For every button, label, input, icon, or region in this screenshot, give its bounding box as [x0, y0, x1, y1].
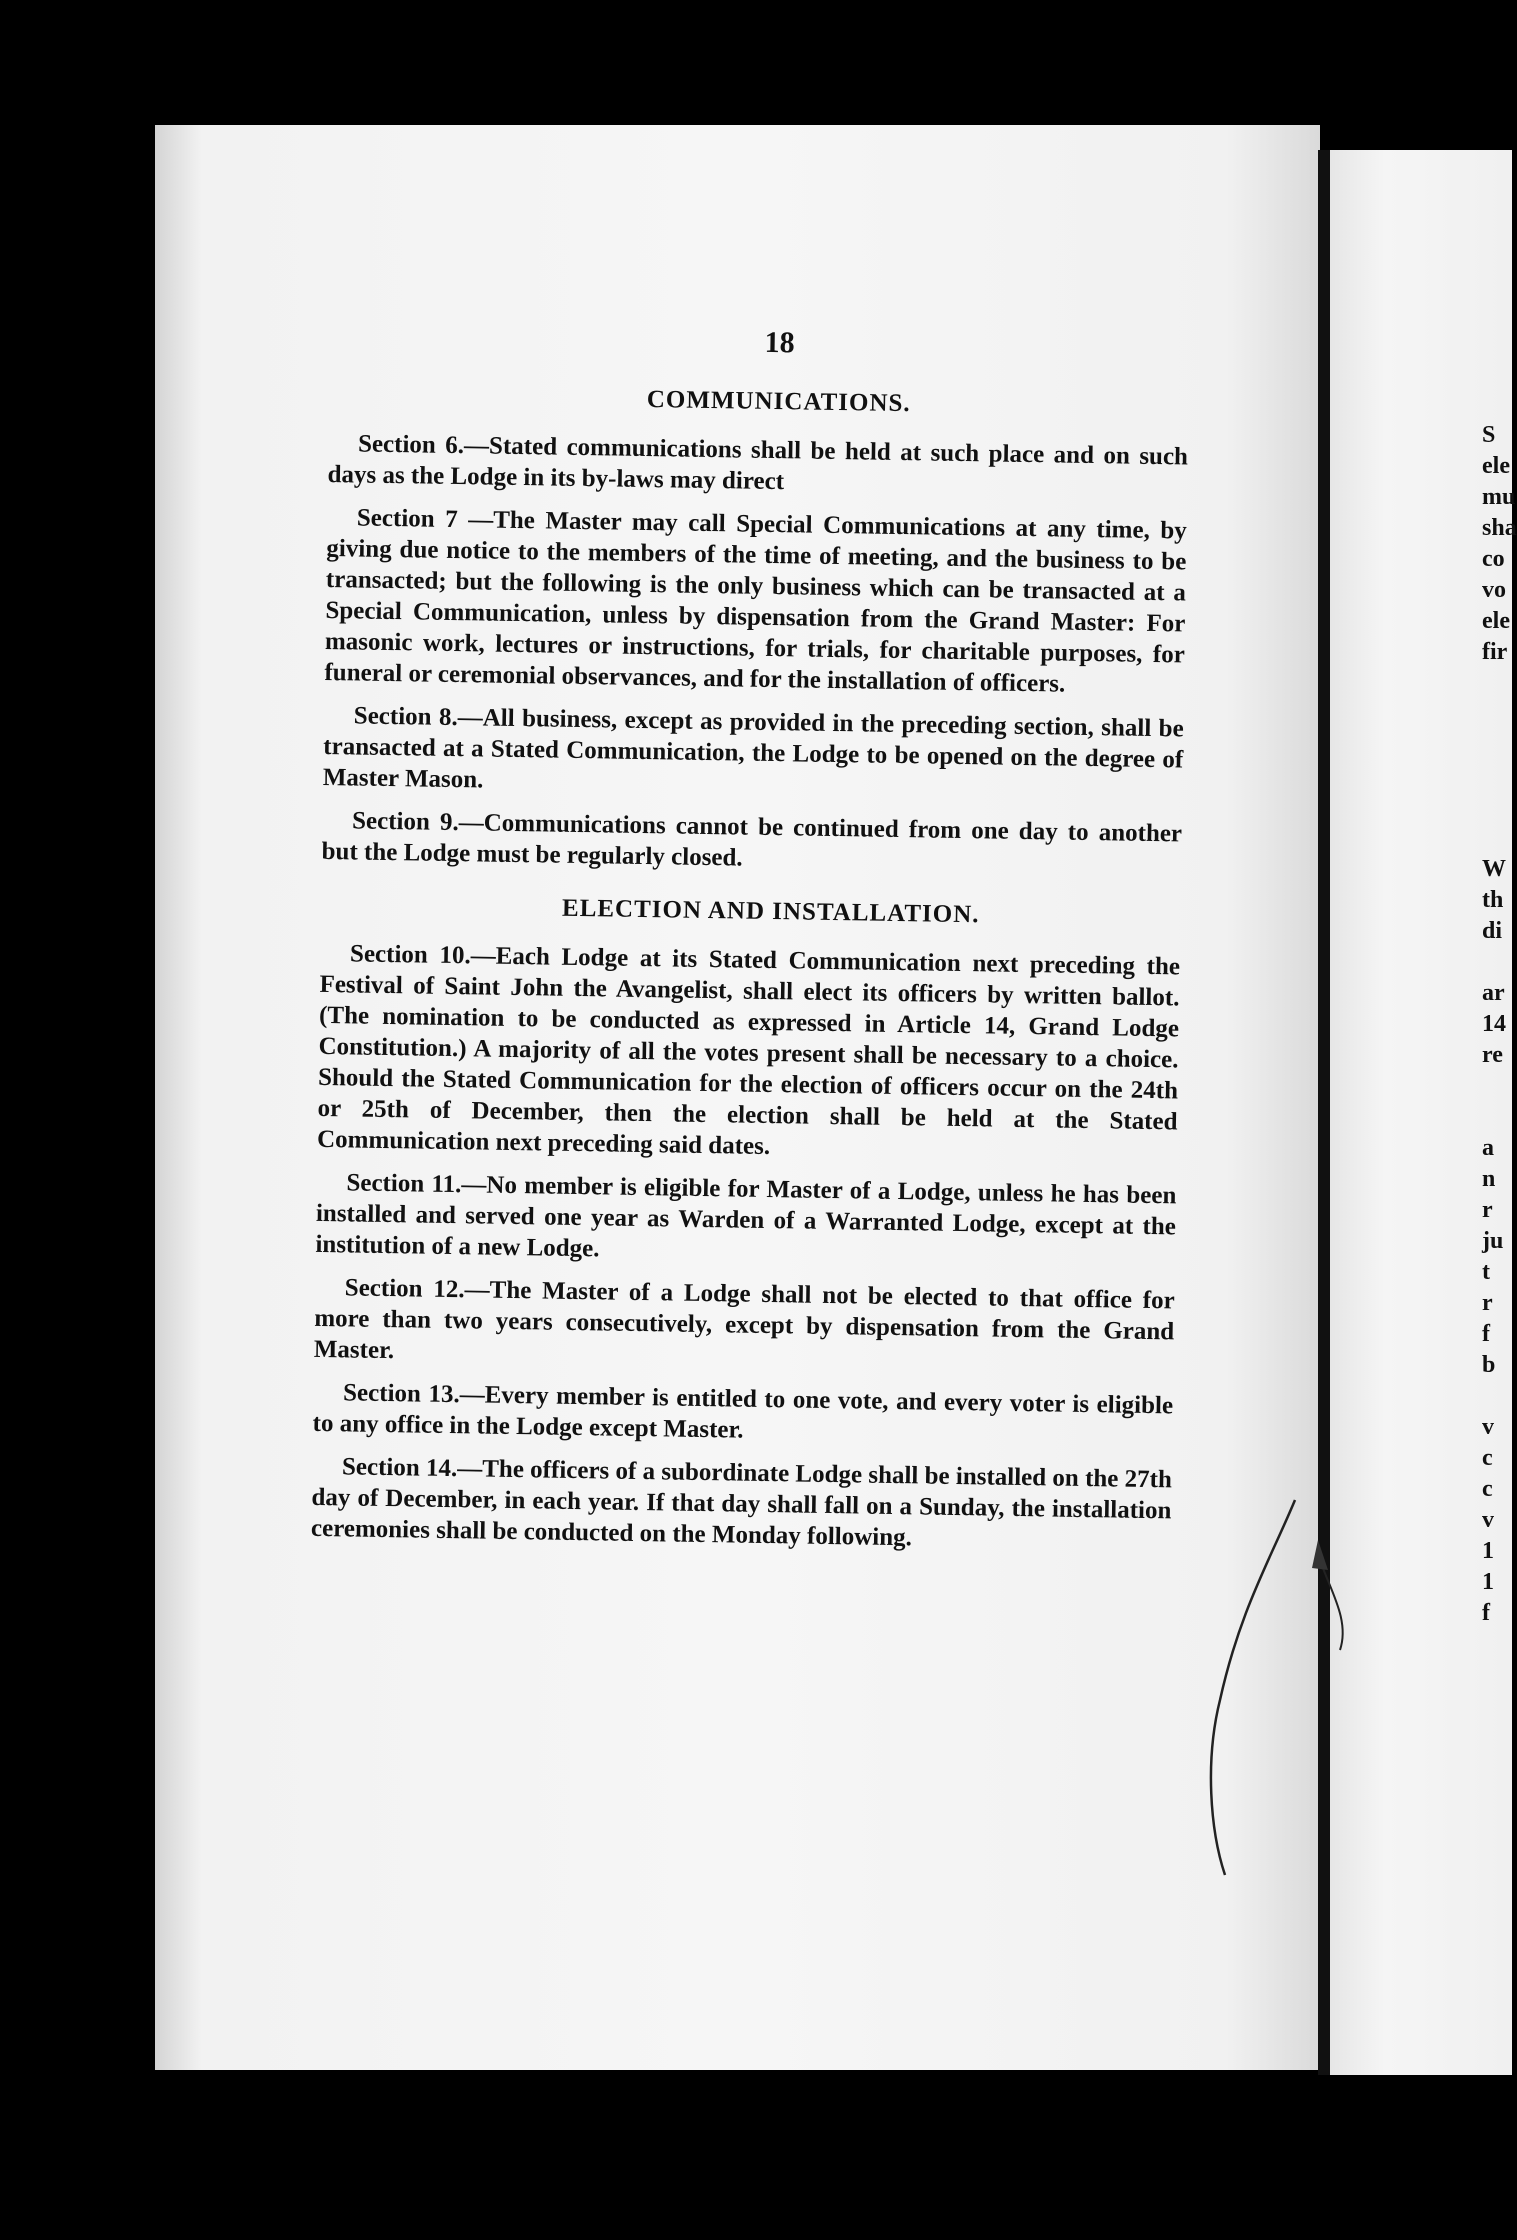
section-label: Section 11. — [346, 1169, 462, 1199]
right-page-fragment: c — [1482, 1445, 1493, 1471]
right-page-fragment: di — [1482, 918, 1503, 944]
right-page-text-fragments — [1482, 420, 1517, 1629]
section-text: —Stated communications shall be held at such place and on such days as the Lodge in its by-laws may direct — [327, 432, 1189, 496]
section-label: Section 6. — [357, 430, 465, 460]
right-page-fragment: 14 — [1482, 1011, 1506, 1037]
page-gutter — [1318, 150, 1330, 2075]
section-label: Section 7 — [356, 504, 458, 534]
right-page-fragment: v — [1482, 1507, 1494, 1533]
section-label: Section 14. — [341, 1453, 458, 1483]
right-page-fragment: t — [1482, 1259, 1490, 1285]
right-page-fragment — [1482, 761, 1512, 792]
section-6 — [327, 428, 1188, 504]
right-page-fragment — [1482, 730, 1512, 761]
section-label: Section 8. — [353, 702, 458, 732]
section-label: Section 10. — [349, 940, 471, 970]
section-8 — [323, 700, 1184, 806]
right-page-fragment: r — [1482, 1197, 1493, 1223]
right-page-fragment: ele — [1482, 608, 1510, 634]
section-14 — [311, 1451, 1172, 1557]
section-text: —The Master of a Lodge shall not be elected to that office for more than two years consecutively, except by dispensation from the Grand Master. — [313, 1276, 1175, 1365]
right-page-fragment — [1482, 823, 1512, 854]
section-label: Section 13. — [342, 1379, 460, 1409]
right-page-fragment: fir — [1482, 639, 1508, 665]
right-page-fragment: 1 — [1482, 1569, 1494, 1595]
section-text: —All business, except as provided in the preceding section, shall be transacted at a Stated Communication, the Lodge to be opened on the degree of Master Mason. — [322, 704, 1184, 794]
right-page-fragment — [1482, 947, 1512, 978]
right-page-fragment: v — [1482, 1414, 1494, 1440]
right-page-fragment — [1482, 1381, 1512, 1412]
right-page-fragment: mu — [1482, 484, 1516, 510]
right-page-fragment: ele — [1482, 453, 1510, 479]
right-page-fragment: f — [1482, 1600, 1490, 1626]
section-7 — [324, 502, 1187, 701]
section-13 — [312, 1377, 1173, 1453]
right-page-fragment — [1482, 699, 1512, 730]
right-page-fragment: sha — [1482, 515, 1517, 541]
page-number: 18 — [764, 325, 795, 360]
right-page-fragment: f — [1482, 1321, 1490, 1347]
right-page-fragment: b — [1482, 1352, 1496, 1378]
right-page-fragment: ju — [1482, 1228, 1504, 1254]
right-page-fragment: S — [1482, 422, 1496, 448]
right-page-fragment: th — [1482, 887, 1504, 913]
right-page-fragment: re — [1482, 1042, 1503, 1068]
section-11 — [315, 1167, 1176, 1273]
right-page-fragment: c — [1482, 1476, 1493, 1502]
section-text: —No member is eligible for Master of a Lodge, unless he has been installed and served one year as Warden of a Warranted Lodge, except at the institution of a new Lodge. — [315, 1171, 1177, 1263]
right-page-fragment — [1482, 668, 1512, 699]
right-page-fragment: 1 — [1482, 1538, 1494, 1564]
section-text: —The officers of a subordinate Lodge shall be installed on the 27th day of December, in each year. If that day shall fall on a Sunday, the installation ceremonies shall be conducted on the Monday following. — [310, 1455, 1173, 1552]
page-text — [311, 320, 1190, 1569]
right-page-fragment: a — [1482, 1135, 1494, 1161]
right-page-fragment: r — [1482, 1290, 1493, 1316]
right-page-fragment — [1482, 1102, 1512, 1133]
section-label: Section 12. — [344, 1274, 465, 1304]
section-label: Section 9. — [351, 807, 459, 837]
right-page-fragment — [1482, 792, 1512, 823]
right-page-fragment: vo — [1482, 577, 1506, 603]
section-text: —The Master may call Special Communications at any time, by giving due notice to the members of the time of meeting, and the business to be transacted; but the following is the only business which can be transacted at a Special Communication, unless by dispensation from the Grand Master: For masonic work, lectures or instructions, for trials, for charitable purposes, for funeral or ceremonial observances, and for the installation of officers. — [324, 506, 1188, 698]
section-text: —Every member is entitled to one vote, and every voter is eligible to any office in the Lodge except Master. — [312, 1381, 1174, 1444]
section-10 — [317, 938, 1180, 1168]
right-page-fragment: n — [1482, 1166, 1496, 1192]
section-12 — [314, 1272, 1175, 1378]
section-9 — [321, 805, 1182, 881]
right-page-fragment: W — [1482, 856, 1506, 882]
section-text: —Each Lodge at its Stated Communication next preceding the Festival of Saint John the Avangelist, shall elect its officers by written ballot. (The nomination to be conducted as expressed in Article 14, Grand Lodge Constitution.) A majority of all the votes present shall be necessary to a choice. Should the Stated Communication for the election of officers occur on the 24th or 25th of December, then the election shall be held at the Stated Communication next preceding said dates. — [316, 942, 1181, 1161]
heading-communications: COMMUNICATIONS. — [646, 385, 911, 418]
right-page-fragment: co — [1482, 546, 1505, 572]
right-page-fragment — [1482, 1071, 1512, 1102]
right-page-fragment: ar — [1482, 980, 1505, 1006]
heading-election-installation: ELECTION AND INSTALLATION. — [561, 894, 980, 929]
section-text: —Communications cannot be continued from one day to another but the Lodge must be regularly closed. — [321, 809, 1183, 872]
